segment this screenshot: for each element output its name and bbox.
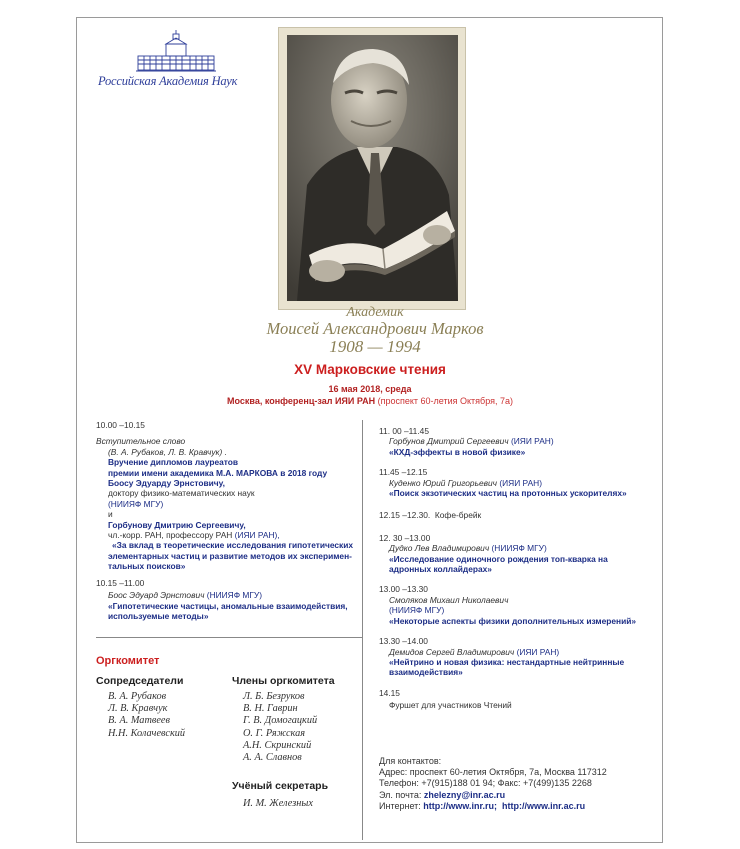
portrait-photo <box>287 35 458 301</box>
web-label: Интернет: <box>379 800 421 811</box>
speaker-inst: (НИИЯФ МГУ) <box>389 605 445 616</box>
speaker: Дудко Лев Владимирович <box>389 543 490 554</box>
member-name: В. Н. Гаврин <box>243 703 298 715</box>
speaker-line <box>379 647 649 657</box>
chair-name: Л. В. Кравчук <box>108 703 168 715</box>
honoree-block <box>260 306 490 355</box>
coffee-break: Кофе-брейк <box>434 510 482 521</box>
member-name: Г. В. Домогацкий <box>243 715 318 727</box>
contacts-block <box>379 756 607 812</box>
contacts-address: Адрес: проспект 60-летия Октября, 7а, Москва 117312 <box>379 767 607 778</box>
right-item-6 <box>379 688 649 711</box>
award-line-1: Вручение дипломов лауреатов <box>108 457 239 468</box>
citation-line-3: тальных поисков» <box>108 561 186 572</box>
laureate-2-title: чл.-корр. РАН, профессору РАН <box>108 530 233 541</box>
speaker-2-inst: (НИИЯФ МГУ) <box>206 590 263 601</box>
event-place-line <box>0 395 740 407</box>
laureate-1: Боосу Эдуарду Эрнстовичу, <box>108 478 225 489</box>
right-item-break <box>379 510 649 520</box>
talk-title-line-2: взаимодействия» <box>389 667 463 678</box>
talk-title-line-2: адронных коллайдерах» <box>389 564 492 575</box>
intro-label: Вступительное слово <box>96 436 186 447</box>
event-date: 16 мая 2018, среда <box>328 384 412 394</box>
award-line-2: премии имени академика М.А. МАРКОВА в 2018 году <box>108 467 328 478</box>
left-program <box>96 420 366 621</box>
speaker: Горбунов Дмитрий Сергеевич <box>389 436 509 447</box>
contacts-web-line <box>379 801 607 812</box>
right-item-5 <box>379 636 649 678</box>
event-title: XV Марковские чтения <box>294 362 446 377</box>
member-name: Л. Б. Безруков <box>243 691 305 702</box>
secretary-name: И. М. Железных <box>243 798 313 809</box>
speaker-inst: (ИЯИ РАН) <box>499 477 542 488</box>
speaker-line <box>379 478 649 488</box>
speaker-inst: (ИЯИ РАН) <box>510 436 554 447</box>
secretary-heading: Учёный секретарь <box>232 780 329 792</box>
honoree-name: Моисей Александрович Марков <box>266 319 484 338</box>
right-item-4 <box>379 584 649 626</box>
speaker: Куденко Юрий Григорьевич <box>389 477 498 488</box>
ras-logo <box>96 30 256 90</box>
contacts-heading: Для контактов: <box>379 756 442 766</box>
member-name: А. А. Славнов <box>243 752 302 764</box>
talk-title-line-1: «Исследование одиночного рождения топ-кварка на <box>389 553 608 564</box>
right-item-2 <box>379 467 649 498</box>
divider-horizontal <box>96 637 362 638</box>
laureate-2-inst: (ИЯИ РАН), <box>234 530 280 541</box>
chair-name: В. А. Матвеев <box>108 715 170 727</box>
chair-name: Н.Н. Колачевский <box>108 727 186 739</box>
portrait-illustration <box>287 35 458 301</box>
talk-title: «Некоторые аспекты физики дополнительных измерений» <box>389 615 637 626</box>
academy-building-icon <box>136 30 216 74</box>
talk-title-line-1: «Нейтрино и новая физика: нестандартные нейтринные <box>389 656 625 667</box>
email-link[interactable]: zhelezny@inr.ac.ru <box>423 789 506 800</box>
committee-heading: Оргкомитет <box>96 655 160 667</box>
event-date-block <box>0 383 740 407</box>
chair-name: В. А. Рубаков <box>108 691 167 702</box>
talk-2-line-2: используемые методы» <box>108 610 209 621</box>
speaker-inst: (ИЯИ РАН) <box>516 646 560 657</box>
program-time: 10.00 –10.15 <box>96 420 145 430</box>
speaker: Демидов Сергей Владимирович <box>389 646 515 657</box>
web-link-1[interactable]: http://www.inr.ru; <box>423 800 497 811</box>
chairs-list <box>108 691 185 740</box>
web-link-2[interactable]: http://www.inr.ac.ru <box>501 800 586 811</box>
program-time: 13.30 –14.00 <box>379 636 428 647</box>
speaker: Смоляков Михаил Николаевич <box>389 594 509 605</box>
right-program <box>379 426 649 711</box>
intro-speakers: (В. А. Рубаков, Л. В. Кравчук) . <box>108 446 227 457</box>
right-item-3 <box>379 533 649 575</box>
program-time: 10.15 –11.00 <box>96 577 145 588</box>
chairs-heading: Сопредседатели <box>96 675 184 687</box>
citation-line-2: элементарных частиц и развитие методов их эксперимен- <box>108 550 352 561</box>
program-time: 14.15 <box>379 687 400 698</box>
honoree-prefix: Академик <box>346 305 404 320</box>
program-time: 12. 30 –13.00 <box>379 532 431 543</box>
logo-text: Российская Академия Наук <box>98 74 238 88</box>
laureate-2: Горбунову Дмитрию Сергеевичу, <box>108 519 246 530</box>
citation-line-1: «За вклад в теоретические исследования гипотетических <box>112 540 354 551</box>
program-time: 13.00 –13.30 <box>379 584 428 595</box>
talk-2-line-1: «Гипотетические частицы, аномальные взаимодействия, <box>108 600 348 611</box>
speaker-line <box>379 436 649 446</box>
program-time: 11.45 –12.15 <box>379 467 428 478</box>
program-time: 11. 00 –11.45 <box>379 426 429 436</box>
right-item-1 <box>379 426 649 457</box>
event-place: Москва, конференц-зал ИЯИ РАН <box>227 396 376 406</box>
member-name: О. Г. Ряжская <box>243 727 306 739</box>
members-heading: Члены оргкомитета <box>232 675 335 687</box>
speaker-2: Боос Эдуард Эрнстович <box>108 590 205 601</box>
and-word: и <box>108 509 113 520</box>
member-name: А.Н. Скринский <box>243 739 312 751</box>
honoree-years: 1908 — 1994 <box>329 337 421 356</box>
talk-title: «КХД-эффекты в новой физике» <box>389 446 526 457</box>
laureate-1-inst: (НИИЯФ МГУ) <box>108 498 164 509</box>
talk-title: «Поиск экзотических частиц на протонных ускорителях» <box>389 488 627 499</box>
speaker-inst: (НИИЯФ МГУ) <box>491 543 547 554</box>
laureate-1-title: доктору физико-математических наук <box>108 488 255 499</box>
contacts-phone: Телефон: +7(915)188 01 94; Факс: +7(499)135 2268 <box>379 778 592 789</box>
speaker-2-line <box>96 590 366 600</box>
program-time: 12.15 –12.30. <box>379 510 431 521</box>
divider-vertical <box>362 420 363 840</box>
members-list <box>243 691 317 764</box>
contacts-email-line <box>379 790 607 801</box>
event-address: (проспект 60-летия Октября, 7а) <box>377 396 513 406</box>
email-label: Эл. почта: <box>379 789 422 800</box>
final-event: Фуршет для участников Чтений <box>389 700 512 711</box>
speaker-line <box>379 543 649 553</box>
laureate-2-line <box>96 530 366 540</box>
